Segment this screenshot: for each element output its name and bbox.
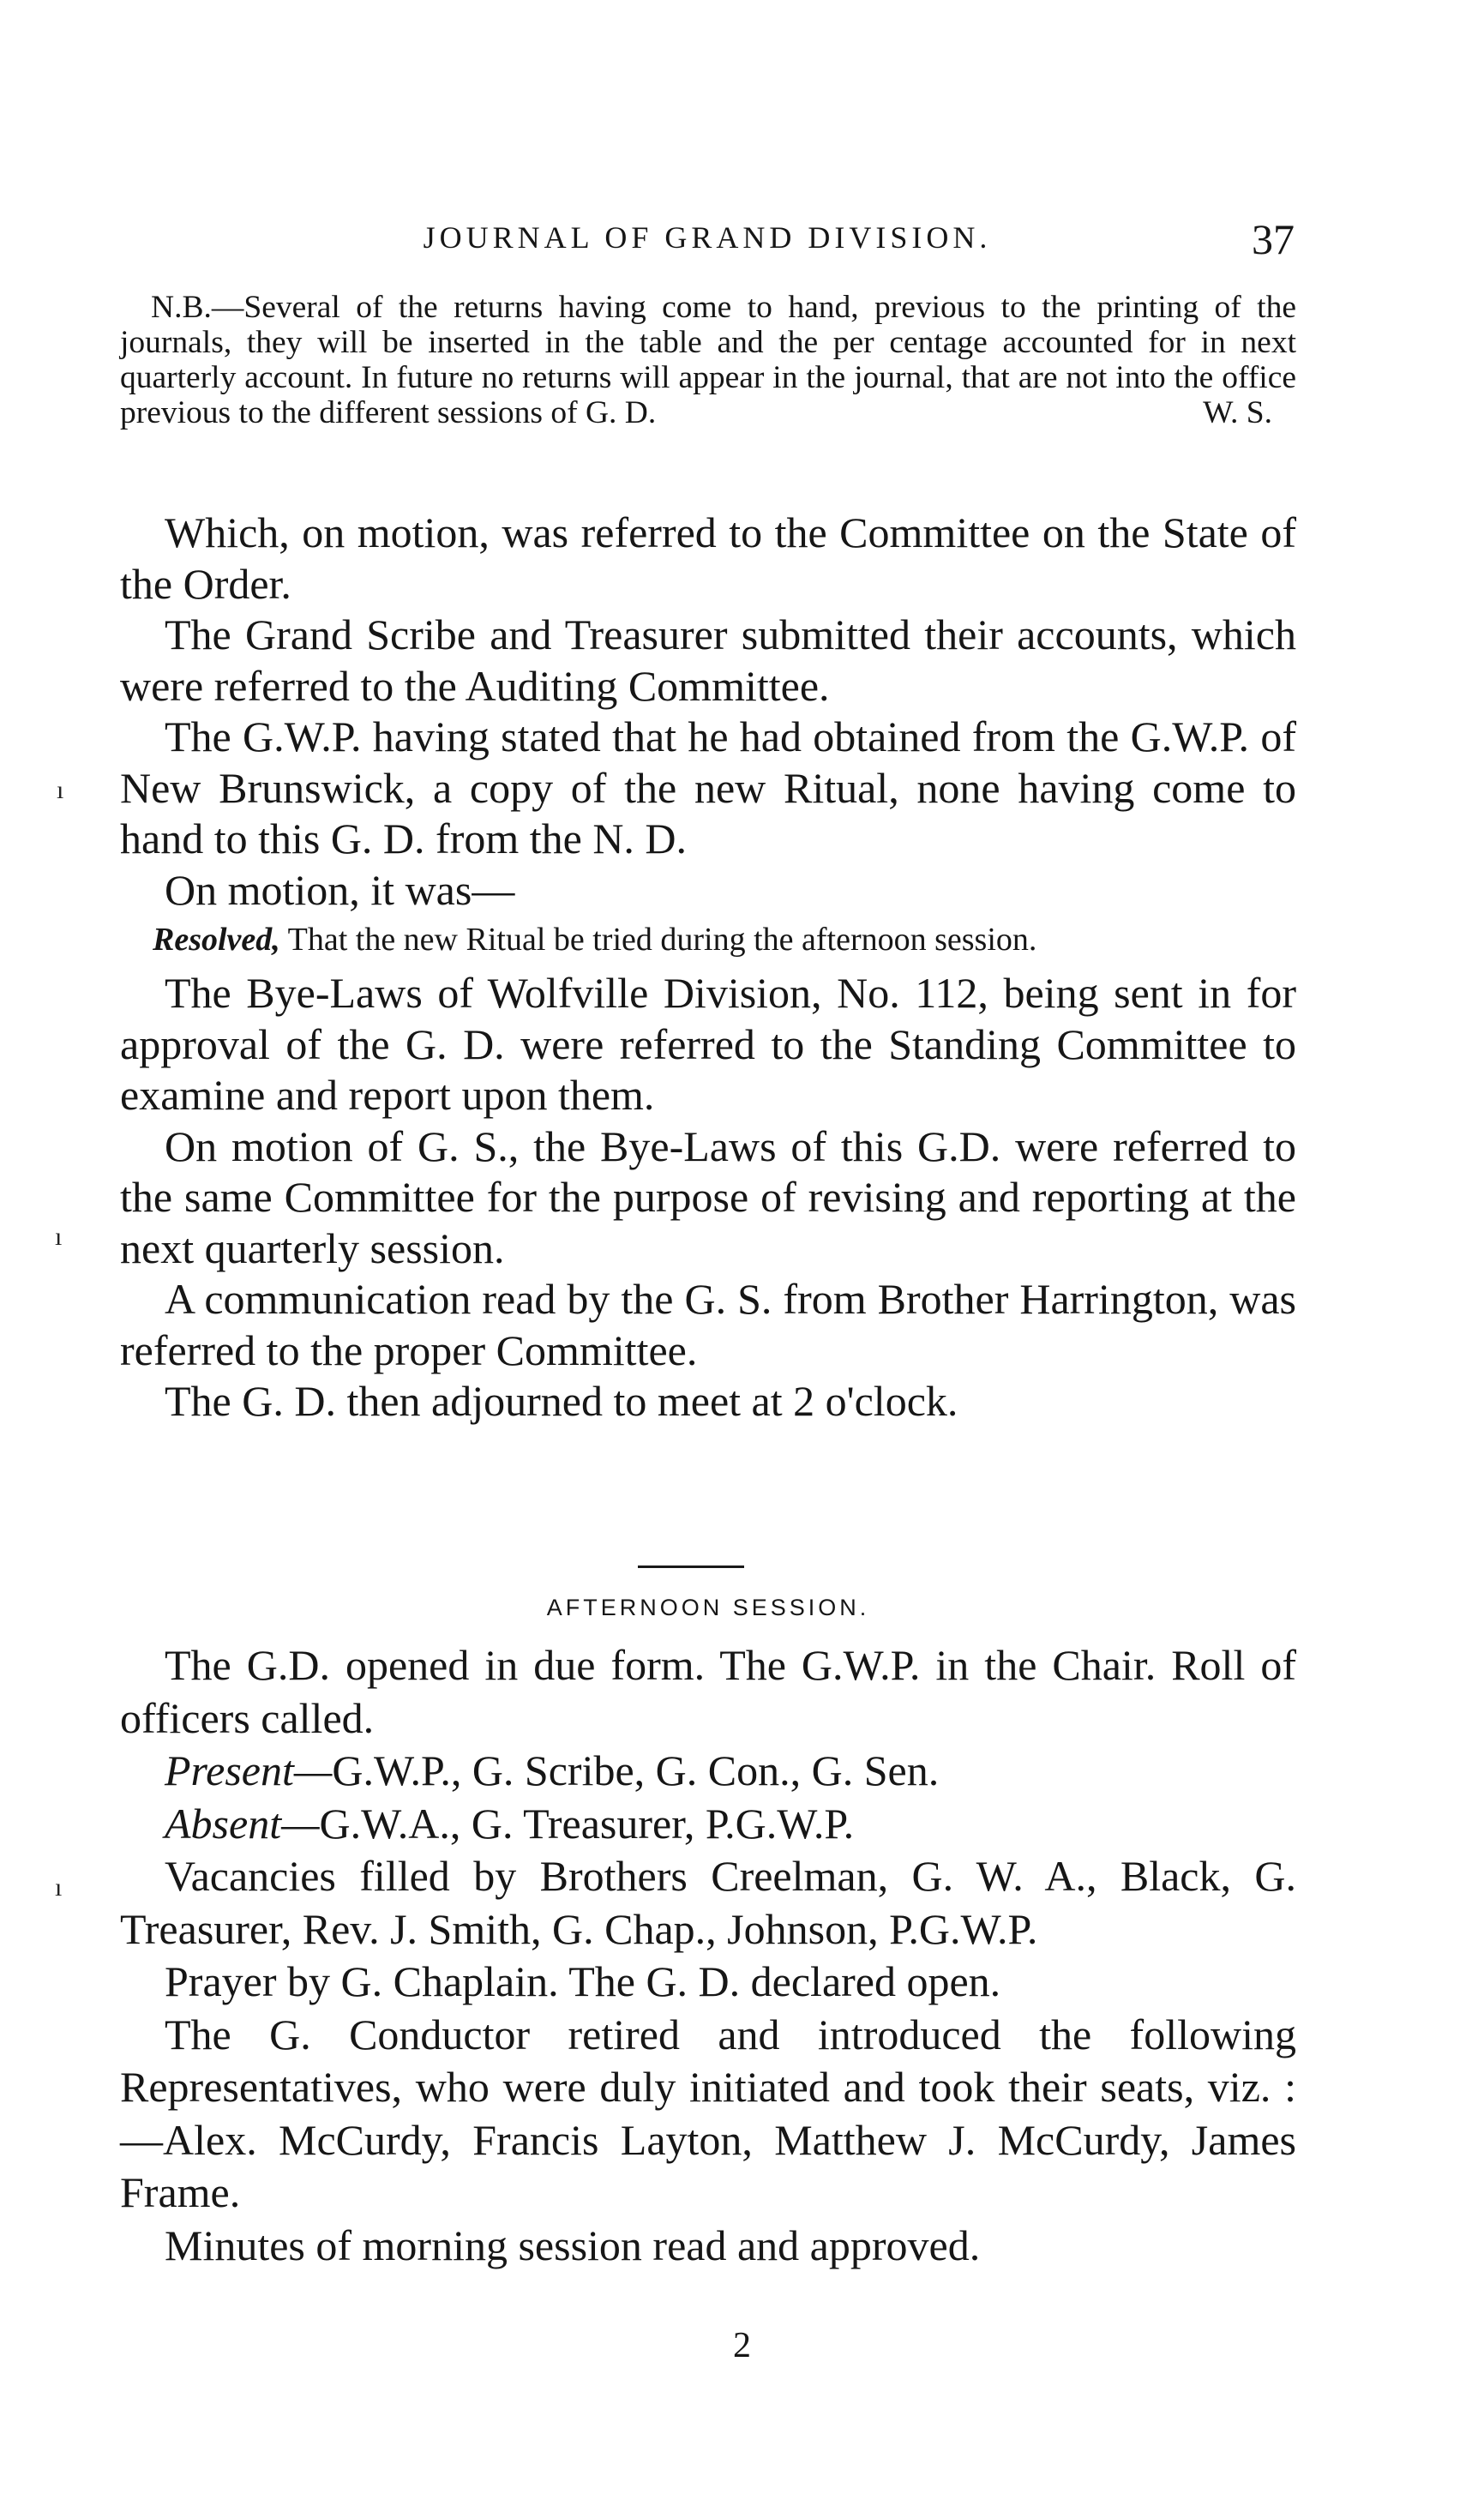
paragraph-vacancies: Vacancies filled by Brothers Creelman, G. W. A., Black, G. Treasurer, Rev. J. Smith, G. Chap., Johnson, P.G.W.P.	[120, 1852, 1296, 1953]
absent-label: Absent—	[165, 1799, 320, 1848]
present-label: Present—	[165, 1746, 333, 1794]
paragraph-bye-laws-gd: On motion of G. S., the Bye-Laws of this G.D. were referred to the same Committee for the purpose of revising and reporting at the next quarterly session.	[120, 1121, 1296, 1272]
paragraph-prayer: Prayer by G. Chaplain. The G. D. declared open.	[165, 1957, 1001, 2005]
signature-mark: 2	[733, 2326, 751, 2365]
paragraph-adjourned: The G. D. then adjourned to meet at 2 o'clock.	[165, 1377, 958, 1425]
paragraph-communication: A communication read by the G. S. from Brother Harrington, was referred to the proper Committee.	[120, 1275, 1296, 1374]
section-divider	[638, 1565, 744, 1568]
resolution-text: That the new Ritual be tried during the afternoon session.	[287, 922, 1037, 958]
page-number: 37	[1252, 215, 1295, 263]
paragraph-opened: The G.D. opened in due form. The G.W.P. in the Chair. Roll of officers called.	[120, 1641, 1296, 1742]
paragraph-bye-laws-wolfville: The Bye-Laws of Wolfville Division, No. 112, being sent in for approval of the G. D. were referred to the Standing Committee to examine and report upon them.	[120, 969, 1296, 1119]
morning-session-text	[120, 508, 1296, 1427]
present-text: G.W.P., G. Scribe, G. Con., G. Sen.	[332, 1746, 940, 1794]
paragraph-representatives: The G. Conductor retired and introduced the following Representatives, who were duly initiated and took their seats, viz. :—Alex. McCurdy, Francis Layton, Matthew J. McCurdy, James Frame.	[120, 2010, 1296, 2216]
paragraph-new-ritual: The G.W.P. having stated that he had obtained from the G.W.P. of New Brunswick, a copy of the new Ritual, none having come to hand to this G. D. from the N. D.	[120, 712, 1296, 862]
resolution	[120, 922, 1296, 958]
note-text: N.B.—Several of the returns having come to hand, previous to the printing of the journals, they will be inserted in the table and the per centage accounted for in next quarterly account. In future no returns will appear in the journal, that are not into the office previous to the different sessions of G. D.	[120, 290, 1296, 430]
paragraph-committee-referral: Which, on motion, was referred to the Committee on the State of the Order.	[120, 508, 1296, 608]
afternoon-session-heading: AFTERNOON SESSION.	[546, 1595, 870, 1620]
paragraph-absent	[120, 1798, 1296, 1851]
paragraph-present	[120, 1745, 1296, 1798]
nota-bene-note	[120, 290, 1296, 430]
margin-mark: ı	[57, 776, 64, 804]
running-head	[120, 214, 1295, 266]
absent-text: G.W.A., G. Treasurer, P.G.W.P.	[319, 1799, 855, 1848]
resolution-lead: Resolved,	[153, 922, 280, 958]
note-signature: W. S.	[1203, 395, 1272, 430]
running-title: JOURNAL OF GRAND DIVISION.	[423, 220, 992, 255]
paragraph-accounts-submitted: The Grand Scribe and Treasurer submitted their accounts, which were referred to the Auditing Committee.	[120, 610, 1296, 710]
paragraph-motion: On motion, it was—	[165, 865, 515, 914]
margin-mark: ı	[55, 1873, 63, 1902]
paragraph-minutes: Minutes of morning session read and approved.	[165, 2221, 981, 2269]
margin-mark: ı	[55, 1223, 63, 1251]
afternoon-session-text	[120, 1639, 1296, 2272]
